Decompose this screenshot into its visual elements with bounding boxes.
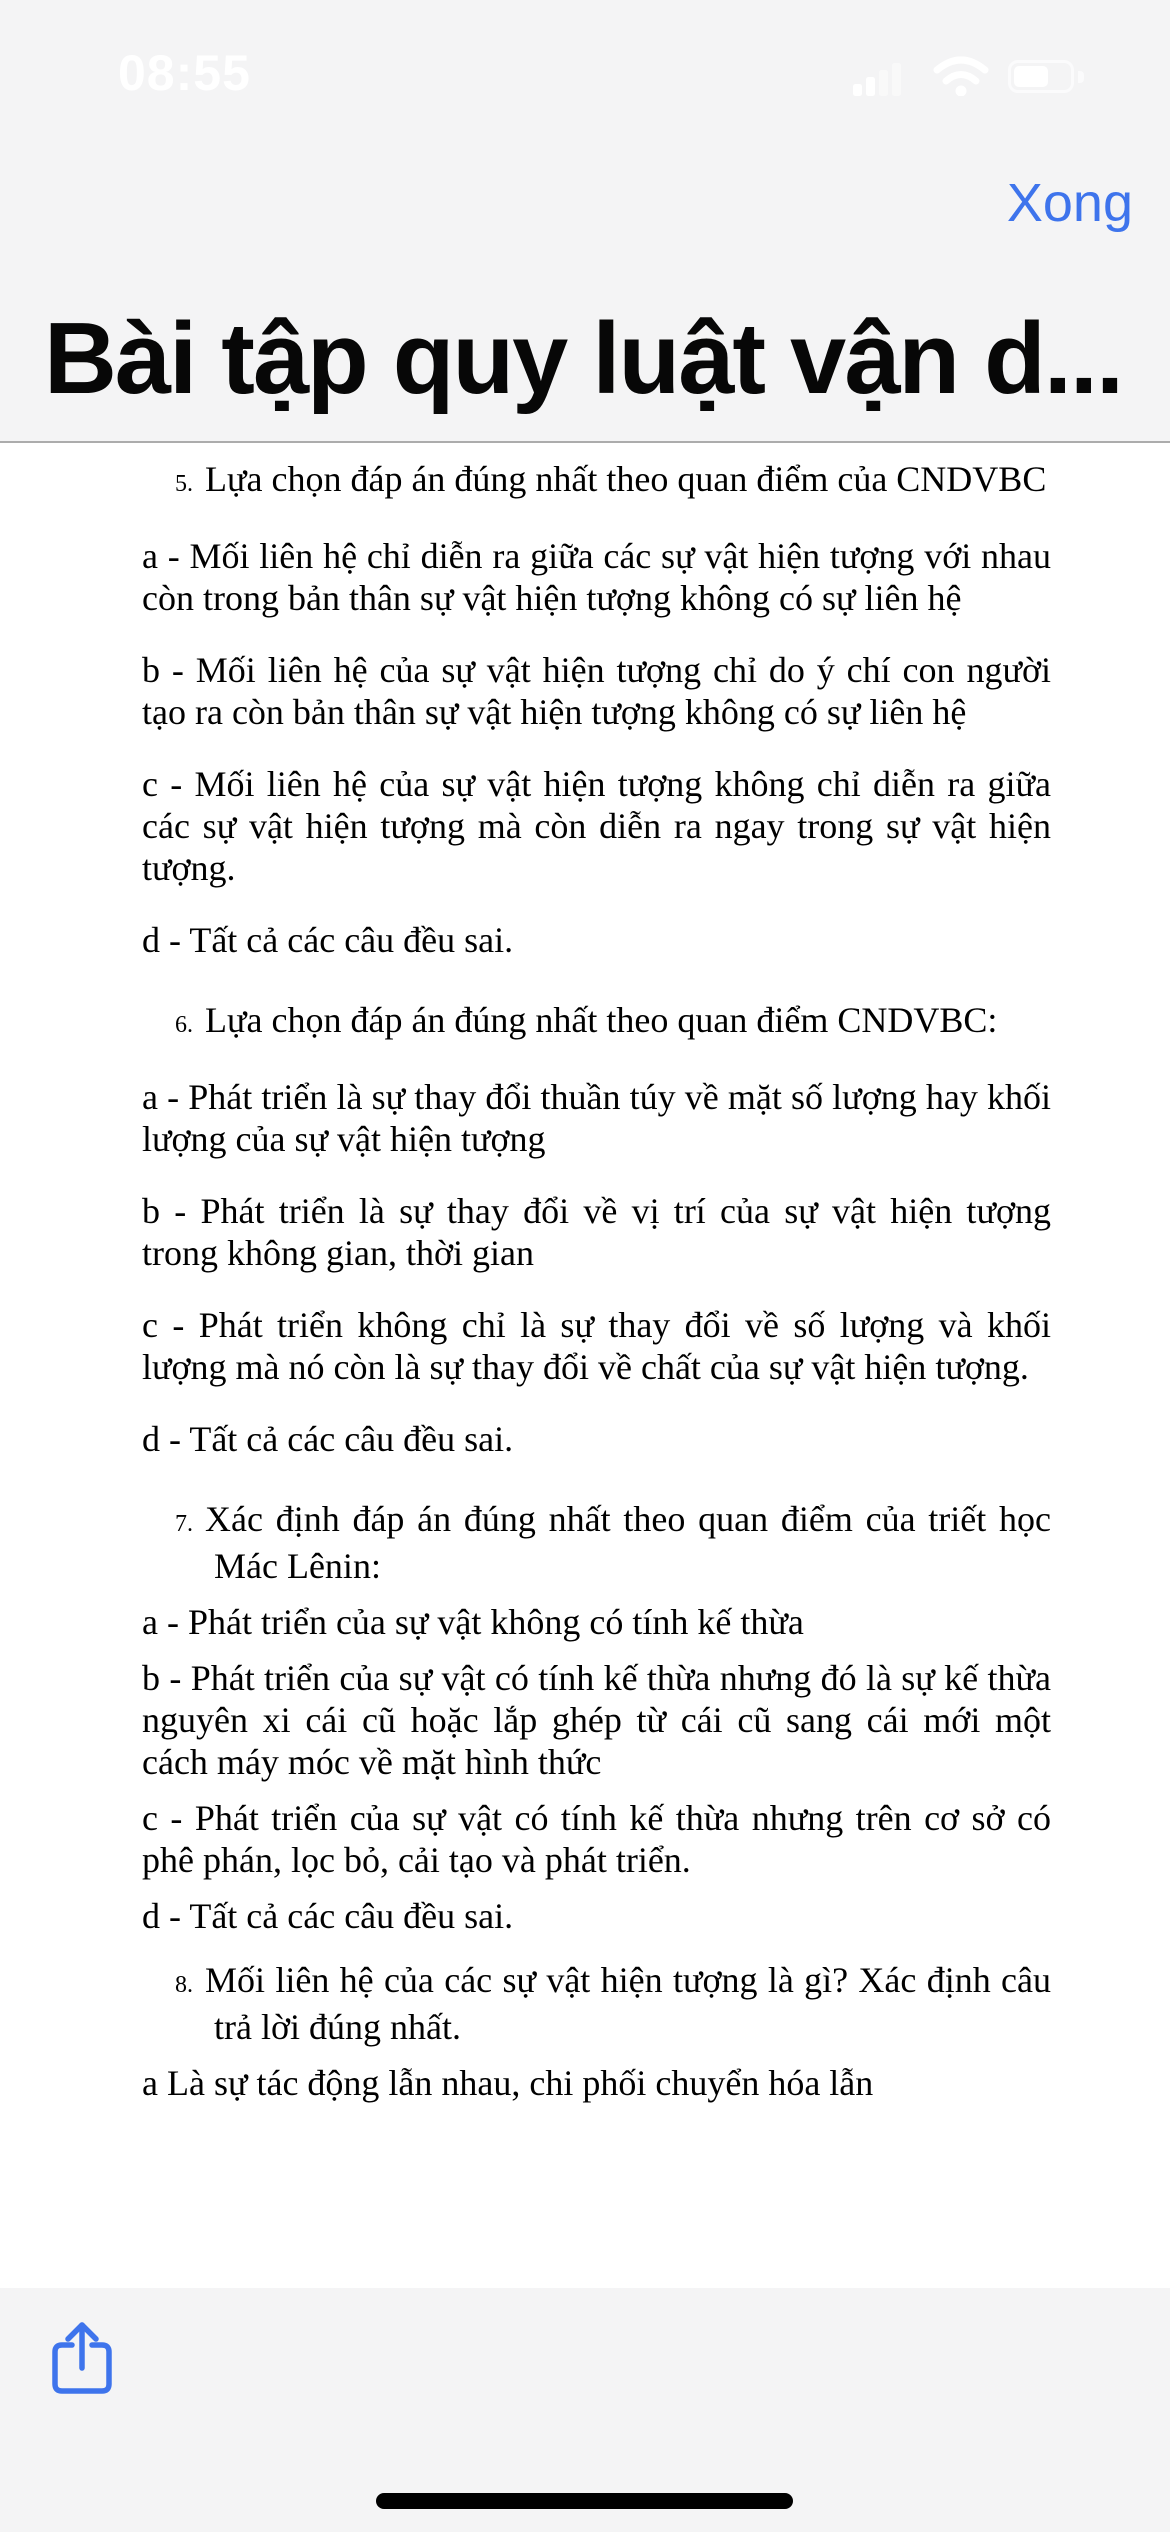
status-bar-time: 08:55 [118, 45, 251, 101]
answer-option: c - Phát triển của sự vật có tính kế thừa nhưng trên cơ sở có phê phán, lọc bỏ, cải tạo và phát triển. [142, 1798, 1051, 1880]
wifi-icon [933, 54, 989, 101]
question-text: Xác định đáp án đúng nhất theo quan điểm của triết học Mác Lênin: [205, 1499, 1051, 1586]
question-text: Mối liên hệ của các sự vật hiện tượng là gì? Xác định câu trả lời đúng nhất. [205, 1960, 1051, 2047]
battery-tip [1078, 71, 1084, 83]
question-item [175, 458, 1051, 505]
question-number: 8. [175, 1972, 193, 1998]
question-item [175, 1498, 1051, 1587]
answer-option: a - Mối liên hệ chỉ diễn ra giữa các sự vật hiện tượng với nhau còn trong bản thân sự vật hiện tượng không có sự liên hệ [142, 536, 1051, 618]
question-item [175, 999, 1051, 1046]
answer-option: a - Phát triển là sự thay đổi thuần túy về mặt số lượng hay khối lượng của sự vật hiện tượng [142, 1077, 1051, 1159]
answer-option: b - Mối liên hệ của sự vật hiện tượng chỉ do ý chí con người tạo ra còn bản thân sự vật hiện tượng không có sự liên hệ [142, 650, 1051, 732]
question-text: Lựa chọn đáp án đúng nhất theo quan điểm CNDVBC: [205, 1000, 998, 1040]
bottom-toolbar [0, 2288, 1170, 2532]
share-icon[interactable] [50, 2318, 114, 2398]
answer-option: b - Phát triển của sự vật có tính kế thừa nhưng đó là sự kế thừa nguyên xi cái cũ hoặc lắp ghép từ cái cũ sang cái mới một cách máy móc về mặt hình thức [142, 1658, 1051, 1782]
cellular-signal-icon [853, 62, 903, 96]
done-button[interactable]: Xong [1006, 173, 1133, 233]
battery-icon [1008, 60, 1074, 93]
question-item [175, 1959, 1051, 2048]
document-scroll-area[interactable] [0, 445, 1170, 2288]
page-title: Bài tập quy luật vận d... [44, 303, 1123, 415]
question-text: Lựa chọn đáp án đúng nhất theo quan điểm của CNDVBC [205, 459, 1047, 499]
question-number: 5. [175, 471, 193, 497]
answer-option: a Là sự tác động lẫn nhau, chi phối chuyển hóa lẫn [142, 2063, 874, 2103]
answer-option: d - Tất cả các câu đều sai. [142, 1896, 514, 1936]
answer-option: d - Tất cả các câu đều sai. [142, 920, 514, 960]
question-number: 7. [175, 1511, 193, 1537]
question-list [0, 445, 1170, 2104]
answer-option: c - Mối liên hệ của sự vật hiện tượng không chỉ diễn ra giữa các sự vật hiện tượng mà còn diễn ra ngay trong sự vật hiện tượng. [142, 764, 1051, 888]
answer-option: d - Tất cả các câu đều sai. [142, 1419, 514, 1459]
home-indicator[interactable] [376, 2493, 793, 2509]
answer-option: c - Phát triển không chỉ là sự thay đổi về số lượng và khối lượng mà nó còn là sự thay đổi về chất của sự vật hiện tượng. [142, 1305, 1051, 1387]
top-chrome [0, 0, 1170, 443]
question-number: 6. [175, 1012, 193, 1038]
answer-option: b - Phát triển là sự thay đổi về vị trí của sự vật hiện tượng trong không gian, thời gian [142, 1191, 1051, 1273]
answer-option: a - Phát triển của sự vật không có tính kế thừa [142, 1602, 804, 1642]
